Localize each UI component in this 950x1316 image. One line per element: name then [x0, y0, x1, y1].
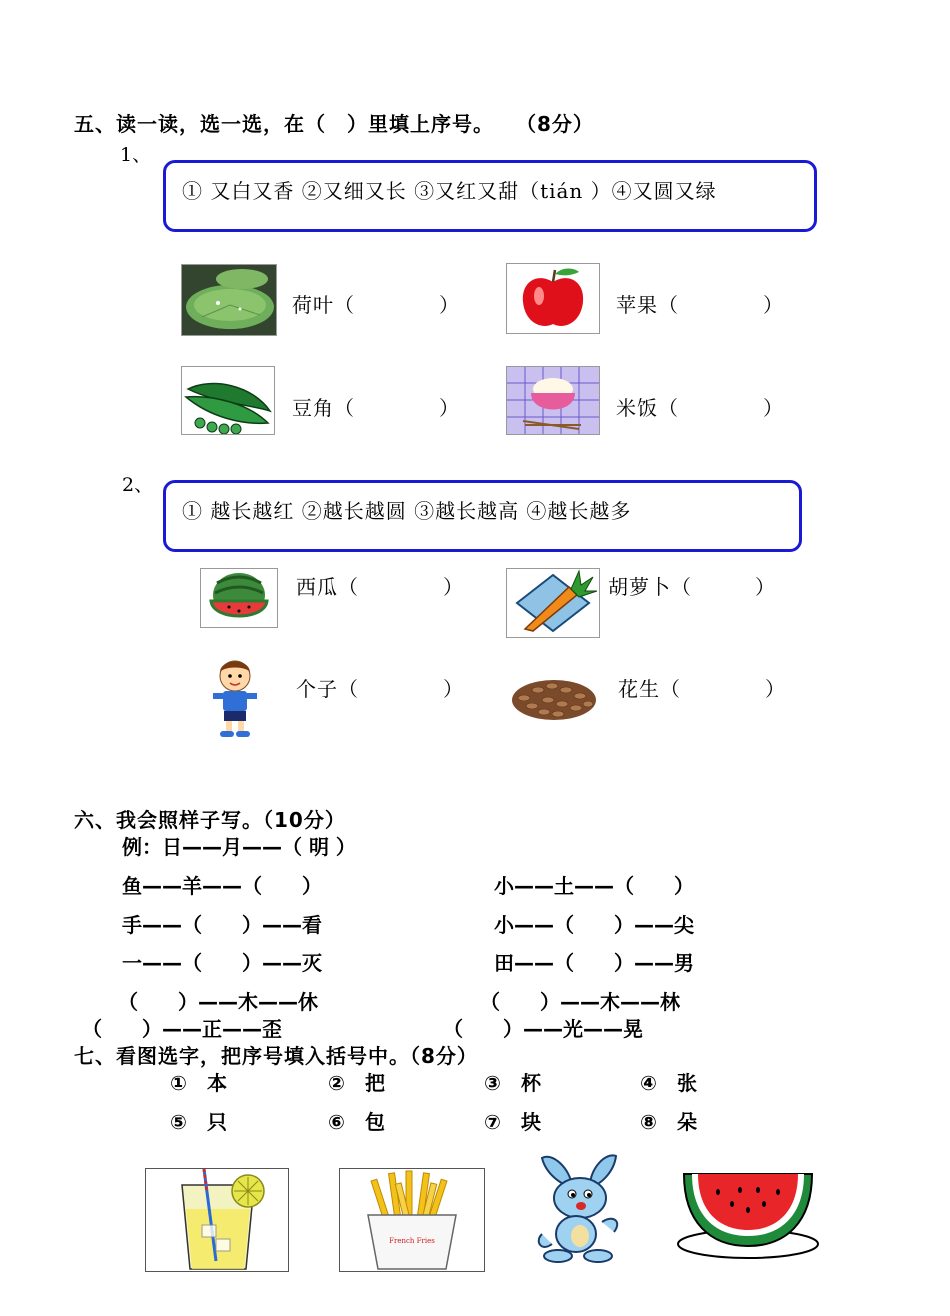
lemonade-glass-icon — [145, 1168, 289, 1272]
part2-options-box — [163, 480, 802, 552]
section7-title: 七、看图选字，把序号填入括号中。（8分） — [74, 1044, 478, 1068]
section6-row-5: 一——（ ）——灭 — [122, 951, 322, 975]
rabbit-icon — [528, 1152, 628, 1266]
part1-options: ① 又白又香 ②又细又长 ③又红又甜（tián ）④又圆又绿 — [182, 179, 717, 203]
choice-2: ② 把 — [328, 1071, 385, 1095]
choice-6: ⑥ 包 — [328, 1110, 385, 1134]
watermelon-slice-icon — [674, 1162, 822, 1260]
lotus-leaf-icon — [181, 264, 277, 336]
section6-row-9: （ ）——正——歪 — [82, 1017, 282, 1041]
rice-bowl-label: 米饭（ ） — [616, 396, 784, 420]
part2-number: 2、 — [122, 474, 154, 496]
section6-row-7: （ ）——木——休 — [118, 990, 318, 1014]
carrot-label: 胡萝卜（ ） — [608, 575, 776, 599]
fries-box-text: French Fries — [389, 1237, 435, 1245]
watermelon-icon — [200, 568, 278, 628]
part1-options-box — [163, 160, 817, 232]
rice-bowl-icon — [506, 366, 600, 435]
watermelon-label: 西瓜（ ） — [296, 575, 464, 599]
bean-pod-icon — [181, 366, 275, 435]
section6-title: 六、我会照样子写。（10分） — [74, 808, 346, 832]
boy-icon — [205, 656, 265, 738]
lotus-leaf-label: 荷叶（ ） — [292, 293, 460, 317]
peanuts-label: 花生（ ） — [618, 677, 786, 701]
part2-options: ① 越长越红 ②越长越圆 ③越长越高 ④越长越多 — [182, 499, 632, 523]
section6-example: 例：日——月——（ 明 ） — [122, 835, 356, 859]
choice-3: ③ 杯 — [484, 1071, 541, 1095]
choice-1: ① 本 — [170, 1071, 227, 1095]
section6-row-4: 小——（ ）——尖 — [494, 913, 694, 937]
section6-row-3: 手——（ ）——看 — [122, 913, 322, 937]
choice-5: ⑤ 只 — [170, 1110, 227, 1134]
section6-row-2: 小——土——（ ） — [494, 874, 694, 898]
apple-icon — [506, 263, 600, 334]
section6-row-10: （ ）——光——晃 — [443, 1017, 643, 1041]
choice-4: ④ 张 — [640, 1071, 697, 1095]
boy-label: 个子（ ） — [296, 677, 464, 701]
section6-row-6: 田——（ ）——男 — [494, 951, 694, 975]
apple-label: 苹果（ ） — [616, 293, 784, 317]
french-fries-icon — [339, 1168, 485, 1272]
choice-8: ⑧ 朵 — [640, 1110, 697, 1134]
peanuts-icon — [508, 670, 600, 726]
section5-title: 五、读一读，选一选，在（ ）里填上序号。 （8分） — [74, 112, 594, 136]
section6-row-1: 鱼——羊——（ ） — [122, 874, 322, 898]
section6-row-8: （ ）——木——林 — [480, 990, 680, 1014]
carrot-icon — [506, 568, 600, 638]
part1-number: 1、 — [120, 144, 152, 166]
bean-pod-label: 豆角（ ） — [292, 396, 460, 420]
choice-7: ⑦ 块 — [484, 1110, 541, 1134]
